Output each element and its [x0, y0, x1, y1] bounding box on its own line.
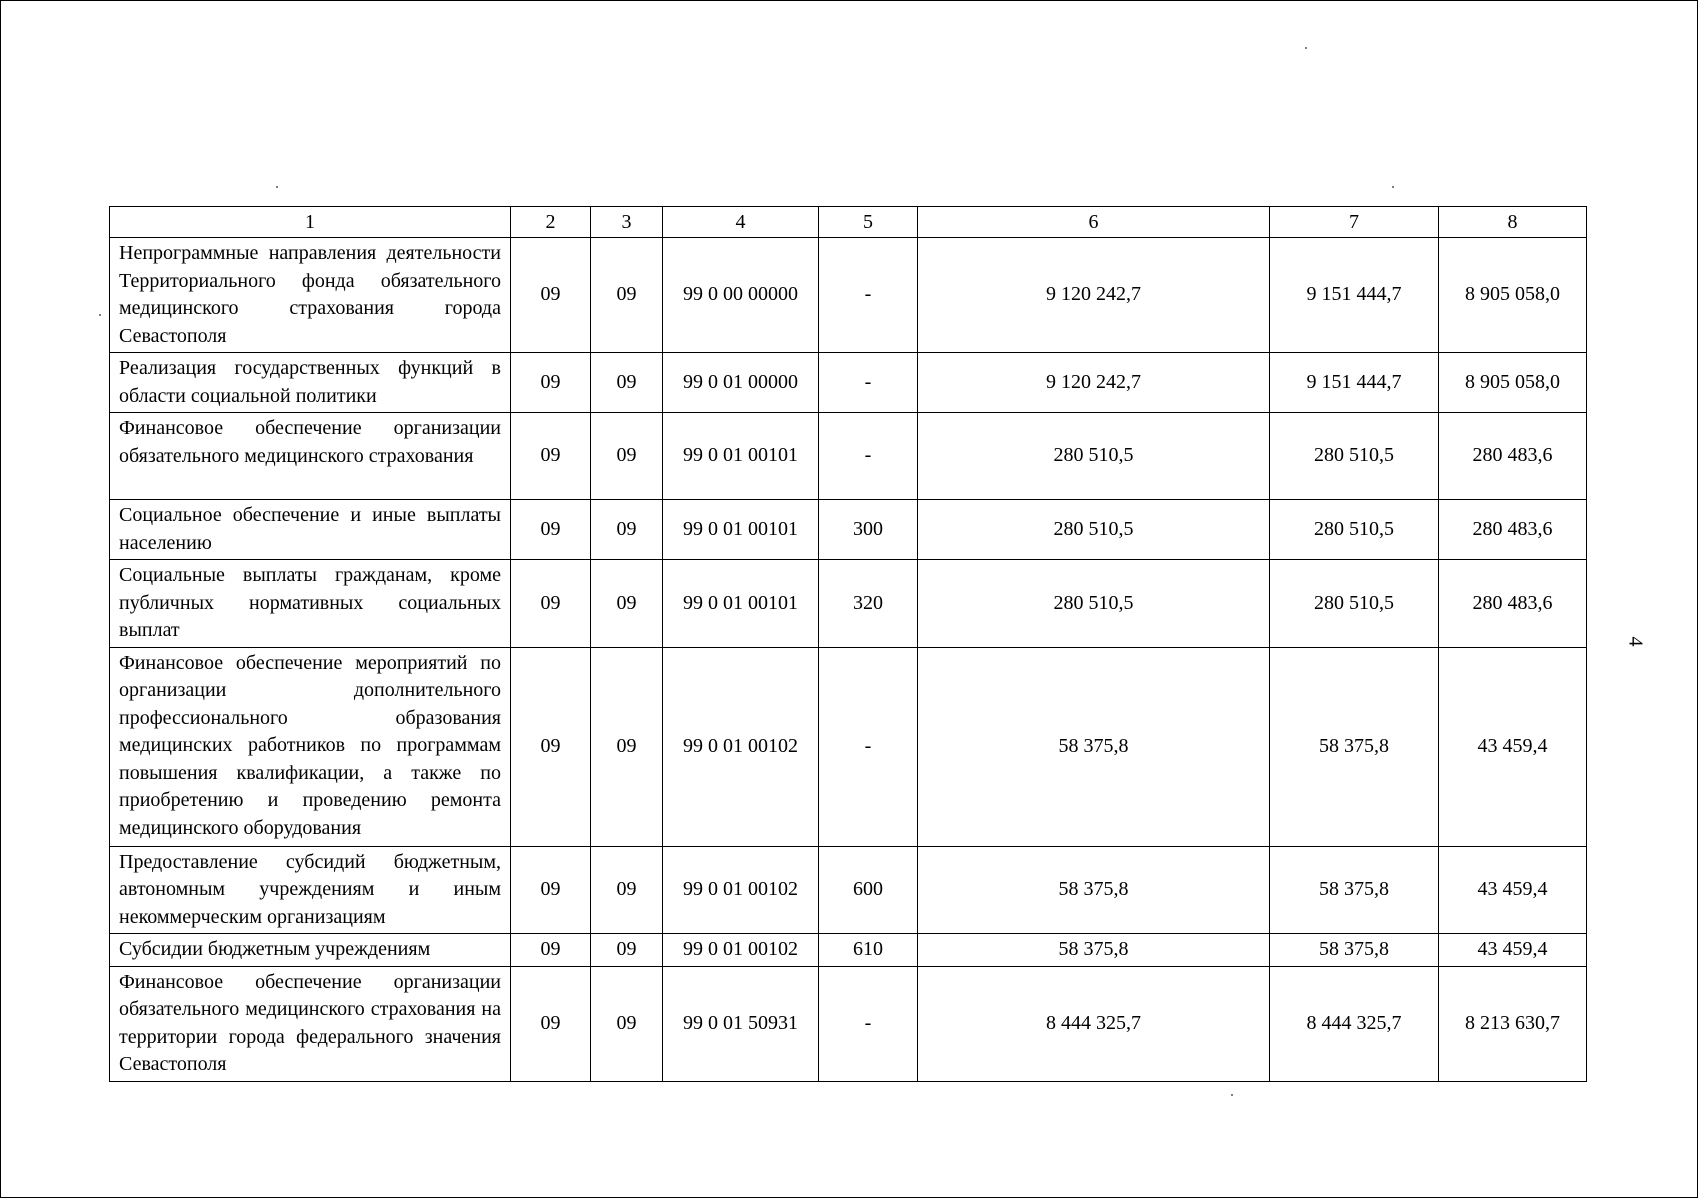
cell-amount-col8: 280 483,6: [1439, 560, 1587, 648]
column-header: 5: [819, 207, 918, 238]
cell-target-code: 99 0 00 00000: [663, 238, 819, 353]
cell-amount-col6: 280 510,5: [918, 413, 1270, 500]
cell-subsection: 09: [591, 500, 663, 560]
cell-expense-type: 300: [819, 500, 918, 560]
cell-expense-type: -: [819, 647, 918, 846]
cell-target-code: 99 0 01 00101: [663, 560, 819, 648]
cell-expense-type: -: [819, 238, 918, 353]
cell-amount-col8: 8 905 058,0: [1439, 238, 1587, 353]
cell-expense-type: 320: [819, 560, 918, 648]
cell-section: 09: [511, 413, 591, 500]
cell-amount-col7: 9 151 444,7: [1270, 238, 1439, 353]
scan-speck: [99, 314, 101, 316]
cell-section: 09: [511, 647, 591, 846]
column-header: 4: [663, 207, 819, 238]
cell-target-code: 99 0 01 00000: [663, 353, 819, 413]
cell-amount-col7: 9 151 444,7: [1270, 353, 1439, 413]
cell-amount-col8: 43 459,4: [1439, 846, 1587, 934]
row-name: Социальные выплаты гражданам, кроме публичных нормативных социальных выплат: [110, 560, 511, 648]
table-row: [110, 647, 1587, 846]
column-header: 1: [110, 207, 511, 238]
scan-speck: [1231, 1094, 1233, 1096]
cell-amount-col6: 58 375,8: [918, 934, 1270, 967]
row-name: Предоставление субсидий бюджетным, автономным учреждениям и иным некоммерческим организациям: [110, 846, 511, 934]
cell-section: 09: [511, 560, 591, 648]
cell-target-code: 99 0 01 00101: [663, 413, 819, 500]
scan-speck: [276, 186, 278, 188]
cell-amount-col8: 8 213 630,7: [1439, 966, 1587, 1081]
column-header: 3: [591, 207, 663, 238]
header-row: [110, 207, 1587, 238]
cell-amount-col6: 9 120 242,7: [918, 353, 1270, 413]
cell-subsection: 09: [591, 966, 663, 1081]
cell-amount-col7: 8 444 325,7: [1270, 966, 1439, 1081]
table-row: [110, 353, 1587, 413]
cell-expense-type: -: [819, 966, 918, 1081]
column-header: 2: [511, 207, 591, 238]
column-header: 8: [1439, 207, 1587, 238]
cell-amount-col8: 280 483,6: [1439, 500, 1587, 560]
column-header: 7: [1270, 207, 1439, 238]
cell-amount-col6: 9 120 242,7: [918, 238, 1270, 353]
column-header: 6: [918, 207, 1270, 238]
cell-expense-type: 600: [819, 846, 918, 934]
cell-subsection: 09: [591, 846, 663, 934]
cell-amount-col6: 58 375,8: [918, 647, 1270, 846]
table-row: [110, 413, 1587, 500]
row-name: Финансовое обеспечение организации обязательного медицинского страхования: [110, 413, 511, 500]
cell-section: 09: [511, 966, 591, 1081]
page-number: 4: [1624, 636, 1647, 647]
table-row: [110, 934, 1587, 967]
cell-subsection: 09: [591, 238, 663, 353]
cell-section: 09: [511, 353, 591, 413]
cell-amount-col7: 280 510,5: [1270, 413, 1439, 500]
table-row: [110, 846, 1587, 934]
cell-amount-col7: 58 375,8: [1270, 647, 1439, 846]
cell-expense-type: 610: [819, 934, 918, 967]
cell-subsection: 09: [591, 647, 663, 846]
row-name: Финансовое обеспечение мероприятий по организации дополнительного профессионального образования медицинских работников по программам повышения квалификации, а также по приобретению и проведению ремонта медицинского оборудования: [110, 647, 511, 846]
cell-subsection: 09: [591, 934, 663, 967]
cell-amount-col7: 280 510,5: [1270, 560, 1439, 648]
cell-target-code: 99 0 01 00101: [663, 500, 819, 560]
budget-table: [109, 206, 1587, 1082]
cell-amount-col7: 280 510,5: [1270, 500, 1439, 560]
cell-amount-col8: 43 459,4: [1439, 647, 1587, 846]
scan-speck: [1392, 186, 1394, 188]
cell-amount-col7: 58 375,8: [1270, 846, 1439, 934]
table-row: [110, 238, 1587, 353]
cell-expense-type: -: [819, 353, 918, 413]
scan-speck: [1305, 47, 1307, 49]
table-row: [110, 560, 1587, 648]
cell-section: 09: [511, 238, 591, 353]
cell-amount-col8: 43 459,4: [1439, 934, 1587, 967]
cell-section: 09: [511, 500, 591, 560]
cell-subsection: 09: [591, 413, 663, 500]
cell-amount-col8: 280 483,6: [1439, 413, 1587, 500]
cell-amount-col7: 58 375,8: [1270, 934, 1439, 967]
row-name: Социальное обеспечение и иные выплаты населению: [110, 500, 511, 560]
table-row: [110, 500, 1587, 560]
row-name: Реализация государственных функций в области социальной политики: [110, 353, 511, 413]
row-name: Непрограммные направления деятельности Территориального фонда обязательного медицинского страхования города Севастополя: [110, 238, 511, 353]
cell-expense-type: -: [819, 413, 918, 500]
cell-amount-col6: 58 375,8: [918, 846, 1270, 934]
cell-target-code: 99 0 01 50931: [663, 966, 819, 1081]
row-name: Финансовое обеспечение организации обязательного медицинского страхования на территории города федерального значения Севастополя: [110, 966, 511, 1081]
cell-section: 09: [511, 846, 591, 934]
cell-subsection: 09: [591, 560, 663, 648]
table-row: [110, 966, 1587, 1081]
table-body: [110, 207, 1587, 1082]
cell-subsection: 09: [591, 353, 663, 413]
cell-amount-col8: 8 905 058,0: [1439, 353, 1587, 413]
cell-amount-col6: 280 510,5: [918, 500, 1270, 560]
cell-target-code: 99 0 01 00102: [663, 934, 819, 967]
cell-amount-col6: 280 510,5: [918, 560, 1270, 648]
cell-target-code: 99 0 01 00102: [663, 647, 819, 846]
cell-section: 09: [511, 934, 591, 967]
row-name: Субсидии бюджетным учреждениям: [110, 934, 511, 967]
cell-target-code: 99 0 01 00102: [663, 846, 819, 934]
cell-amount-col6: 8 444 325,7: [918, 966, 1270, 1081]
